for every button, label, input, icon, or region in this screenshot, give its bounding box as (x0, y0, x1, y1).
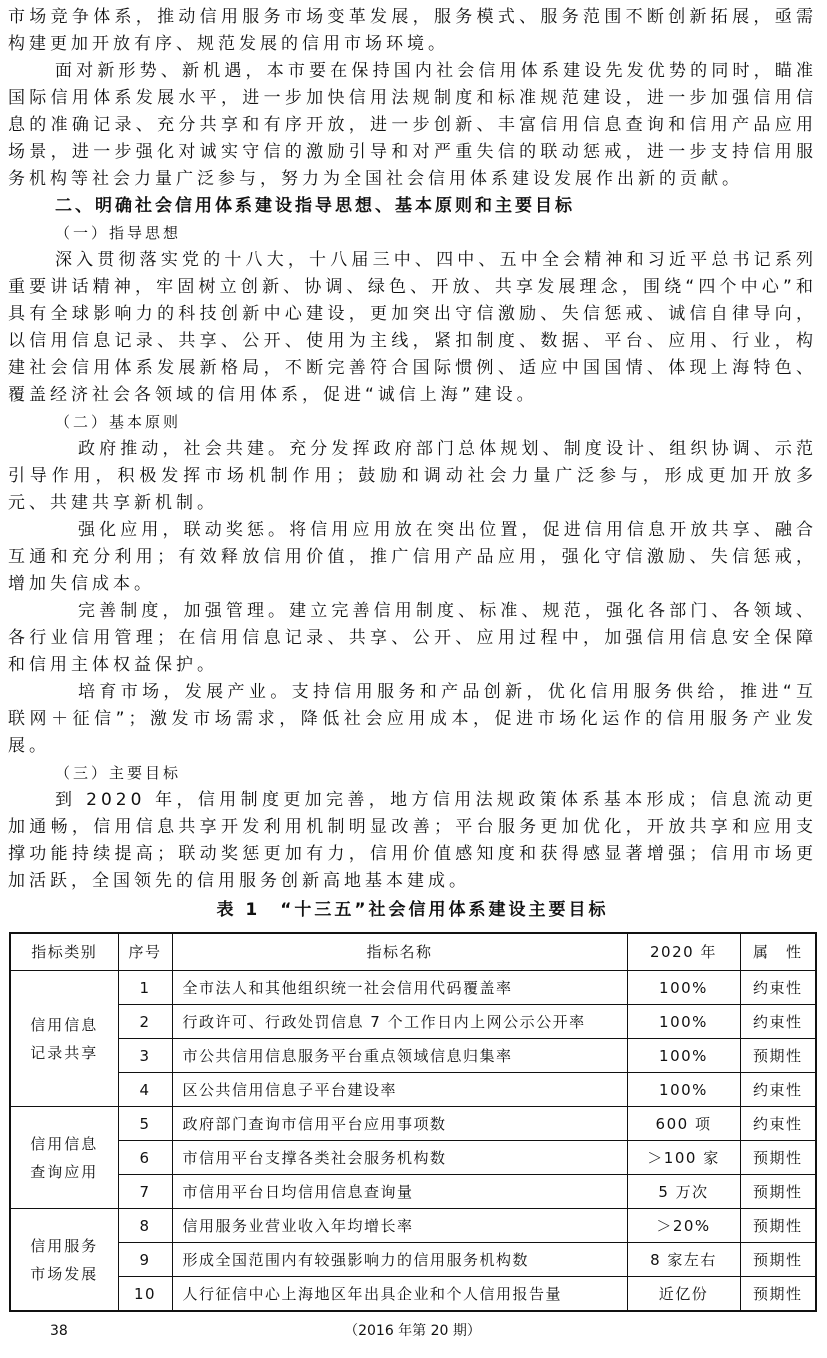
attribute-cell: 约束性 (740, 1107, 816, 1141)
header-number: 序号 (118, 933, 172, 971)
category-cell (10, 971, 118, 1107)
table-header-row (10, 933, 816, 971)
indicator-cell: 市信用平台日均信用信息查询量 (172, 1175, 627, 1209)
target-cell: ＞20% (627, 1209, 740, 1243)
target-cell: 100% (627, 1073, 740, 1107)
table-row (10, 971, 816, 1005)
issue-label: （2016 年第 20 期） (344, 1323, 481, 1339)
paragraph: 完善制度，加强管理。建立完善信用制度、标准、规范，强化各部门、各领域、各行业信用管理；在信用信息记录、共享、公开、应用过程中，加强信用信息安全保障和信用主体权益保护。 (8, 601, 817, 675)
number-cell: 4 (118, 1073, 172, 1107)
attribute-cell: 预期性 (740, 1243, 816, 1277)
indicator-cell: 人行征信中心上海地区年出具企业和个人信用报告量 (172, 1277, 627, 1312)
targets-table (9, 932, 817, 1312)
indicator-cell: 行政许可、行政处罚信息 7 个工作日内上网公示公开率 (172, 1005, 627, 1039)
body-text (8, 4, 817, 924)
table-row (10, 1005, 816, 1039)
paragraph: 强化应用，联动奖惩。将信用应用放在突出位置，促进信用信息开放共享、融合互通和充分利用；有效释放信用价值，推广信用产品应用，强化守信激励、失信惩戒，增加失信成本。 (8, 520, 817, 594)
category-cell (10, 1107, 118, 1209)
table-row (10, 1073, 816, 1107)
footer (8, 1320, 817, 1342)
table-body (10, 971, 816, 1312)
target-cell: 100% (627, 1039, 740, 1073)
number-cell: 8 (118, 1209, 172, 1243)
table-row (10, 1107, 816, 1141)
number-cell: 5 (118, 1107, 172, 1141)
target-cell: 5 万次 (627, 1175, 740, 1209)
header-indicator: 指标名称 (172, 933, 627, 971)
attribute-cell: 预期性 (740, 1209, 816, 1243)
attribute-cell: 约束性 (740, 1005, 816, 1039)
attribute-cell: 预期性 (740, 1277, 816, 1312)
table-row (10, 1141, 816, 1175)
table-row (10, 1039, 816, 1073)
number-cell: 2 (118, 1005, 172, 1039)
category-label: 信用服务 (30, 1236, 99, 1255)
attribute-cell: 约束性 (740, 971, 816, 1005)
number-cell: 6 (118, 1141, 172, 1175)
subsection-heading: （三）主要目标 (55, 764, 182, 782)
attribute-cell: 预期性 (740, 1039, 816, 1073)
category-label: 查询应用 (30, 1162, 99, 1181)
category-label: 信用信息 (30, 1015, 99, 1034)
indicator-cell: 区公共信用信息子平台建设率 (172, 1073, 627, 1107)
indicator-cell: 市公共信用信息服务平台重点领域信息归集率 (172, 1039, 627, 1073)
subsection-heading: （二）基本原则 (55, 413, 182, 431)
category-label: 记录共享 (30, 1043, 99, 1062)
target-cell: ＞100 家 (627, 1141, 740, 1175)
attribute-cell: 预期性 (740, 1141, 816, 1175)
target-cell: 100% (627, 1005, 740, 1039)
page-number: 38 (50, 1323, 68, 1339)
indicator-cell: 政府部门查询市信用平台应用事项数 (172, 1107, 627, 1141)
header-attribute: 属 性 (740, 933, 816, 971)
paragraph: 市场竞争体系，推动信用服务市场变革发展，服务模式、服务范围不断创新拓展，亟需构建更加开放有序、规范发展的信用市场环境。 (8, 7, 817, 54)
subsection-heading: （一）指导思想 (55, 224, 182, 242)
section-heading: 二、明确社会信用体系建设指导思想、基本原则和主要目标 (55, 196, 575, 216)
number-cell: 3 (118, 1039, 172, 1073)
target-cell: 8 家左右 (627, 1243, 740, 1277)
category-label: 市场发展 (30, 1264, 99, 1283)
number-cell: 7 (118, 1175, 172, 1209)
table-row (10, 1209, 816, 1243)
indicator-cell: 全市法人和其他组织统一社会信用代码覆盖率 (172, 971, 627, 1005)
table-row (10, 1243, 816, 1277)
header-target: 2020 年 (627, 933, 740, 971)
target-cell: 近亿份 (627, 1277, 740, 1312)
attribute-cell: 约束性 (740, 1073, 816, 1107)
category-cell (10, 1209, 118, 1312)
number-cell: 9 (118, 1243, 172, 1277)
paragraph: 深入贯彻落实党的十八大，十八届三中、四中、五中全会精神和习近平总书记系列重要讲话精神，牢固树立创新、协调、绿色、开放、共享发展理念，围绕“四个中心”和具有全球影响力的科技创新中心建设，更加突出守信激励、失信惩戒、诚信自律导向，以信用信息记录、共享、公开、使用为主线，紧扣制度、数据、平台、应用、行业，构建社会信用体系发展新格局，不断完善符合国际惯例、适应中国国情、体现上海特色、覆盖经济社会各领域的信用体系，促进“诚信上海”建设。 (8, 250, 817, 405)
paragraph: 到 2020 年，信用制度更加完善，地方信用法规政策体系基本形成；信息流动更加通畅，信用信息共享开发利用机制明显改善；平台服务更加优化，开放共享和应用支撑功能持续提高；联动奖惩更加有力，信用价值感知度和获得感显著增强；信用市场更加活跃，全国领先的信用服务创新高地基本建成。 (8, 790, 817, 891)
indicator-cell: 市信用平台支撑各类社会服务机构数 (172, 1141, 627, 1175)
table-caption: 表 1 “十三五”社会信用体系建设主要目标 (216, 900, 609, 920)
table-row (10, 1277, 816, 1312)
paragraph: 政府推动，社会共建。充分发挥政府部门总体规划、制度设计、组织协调、示范引导作用，积极发挥市场机制作用；鼓励和调动社会力量广泛参与，形成更加开放多元、共建共享新机制。 (8, 439, 817, 513)
number-cell: 1 (118, 971, 172, 1005)
paragraph: 面对新形势、新机遇，本市要在保持国内社会信用体系建设先发优势的同时，瞄准国际信用体系发展水平，进一步加快信用法规制度和标准规范建设，进一步加强信用信息的准确记录、充分共享和有序开放，进一步创新、丰富信用信息查询和信用产品应用场景，进一步强化对诚实守信的激励引导和对严重失信的联动惩戒，进一步支持信用服务机构等社会力量广泛参与，努力为全国社会信用体系建设发展作出新的贡献。 (8, 61, 817, 189)
paragraph: 培育市场，发展产业。支持信用服务和产品创新，优化信用服务供给，推进“互联网＋征信”；激发市场需求，降低社会应用成本，促进市场化运作的信用服务产业发展。 (8, 682, 817, 756)
attribute-cell: 预期性 (740, 1175, 816, 1209)
header-category: 指标类别 (10, 933, 118, 971)
target-cell: 100% (627, 971, 740, 1005)
table-row (10, 1175, 816, 1209)
category-label: 信用信息 (30, 1134, 99, 1153)
number-cell: 10 (118, 1277, 172, 1312)
indicator-cell: 形成全国范围内有较强影响力的信用服务机构数 (172, 1243, 627, 1277)
indicator-cell: 信用服务业营业收入年均增长率 (172, 1209, 627, 1243)
target-cell: 600 项 (627, 1107, 740, 1141)
